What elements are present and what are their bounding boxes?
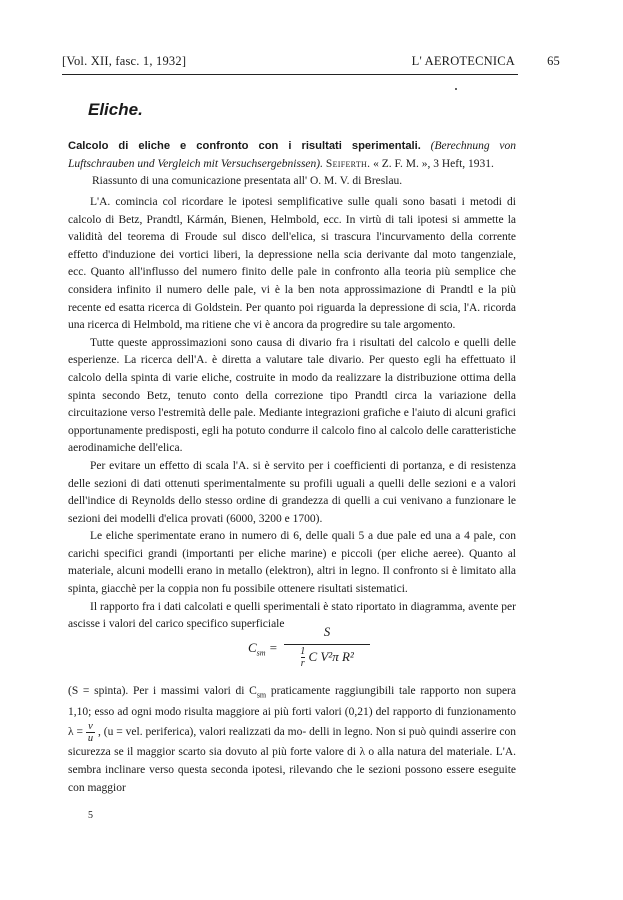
formula-denominator: $\frac{1}{r}$ C V²π R² xyxy=(300,646,354,669)
thrust-coefficient-formula xyxy=(248,624,378,674)
formula-numerator: S xyxy=(323,624,331,639)
paragraph-4: Le eliche sperimentate erano in numero di 6, delle quali 5 a due pale ed una a 4 pale, con carichi specifici grandi (importanti per eliche marine) e piccoli (per eliche aeree). Quanto al materiale, alcuni modelli erano in metallo (elektron), altri in legno. Il confronto si è limitato alla spinta, giacchè per la coppia non fu possibile ottenere risultati sistematici. xyxy=(68,530,516,596)
article-title-german: (Berechnung von Luftschrauben und Vergleich mit Versuchsergebnissen). xyxy=(68,140,516,170)
paragraph-5: Il rapporto fra i dati calcolati e quelli sperimentali è stato riportato in diagramma, avente per ascisse i valori del carico specifico superficiale xyxy=(68,600,516,631)
header-journal: L' AEROTECNICA xyxy=(411,54,515,68)
article-head xyxy=(68,138,516,191)
formula-fraction xyxy=(284,624,370,669)
paragraph-1: L'A. comincia col ricordare le ipotesi semplificative sulle quali sono basati i metodi di calcolo di Betz, Prandtl, Kármán, Bienen, Helmbold, ecc. In virtù di tali ipotesi si ammette la validità del teorema di Froude sul disco dell'elica, si trascura l'incurvamento della corrente effetto d'induzione dei vortici liberi, la depressione nella scia derivante dal moto tangenziale, ecc. Quanto all'influsso del numero finito delle pale in confronto alla teoria più semplice che considera infinito il numero delle pale, vi è la ben nota approssimazione di Prandtl e la più recente ed esatta ricerca di Goldstein. Per quanto poi riguarda la depressione di scia, l'A. ricorda una ricerca di Helmbold, ma ritiene che vi è ancora da progredire su tale argomento. xyxy=(68,196,516,332)
article-citation: « Z. F. M. », 3 Heft, 1931. xyxy=(373,157,494,170)
running-header xyxy=(62,54,560,74)
ratio-fraction: $\frac{v}{u}$ xyxy=(87,721,94,745)
paragraph-6: (S = spinta). Per i massimi valori di $C_{sm}$ praticamente raggiungibili tale rapporto non supera 1,10; esso ad ogni modo risulta maggiore ai più forti valori (0,21) del rapporto di funzionamento $\lambda = \frac{v}{u}$ , (u = vel. periferica), valori realizzati da mo- delli in legno. Non si può quindi asserire con sicurezza se il maggior scarto sia dovuto al più forte valore di λ o alla natura del materiale. L'A. sembra inclinare verso questa seconda ipotesi, rilevando che le sezioni possono essere eseguite con maggior xyxy=(68,685,517,794)
formula-lhs: $C_{sm}$ = xyxy=(248,640,278,658)
article-title: Calcolo di eliche e confronto con i risultati sperimentali. xyxy=(68,140,421,152)
paragraph-2: Tutte queste approssimazioni sono causa di divario fra i risultati del calcolo e quelli delle esperienze. La ricerca dell'A. è diretta a valutare tale divario. Per questo egli ha effettuato il calcolo della spinta di varie eliche, costruite in modo da realizzare la distribuzione ottima della spinta secondo Betz, tenuto conto della correzione tipo Prandtl circa la variazione della circuitazione verso l'estremità delle pale. Mediante integrazioni grafiche e l'aiuto di alcuni grafici opportunamente predisposti, egli ha potuto condurre il calcolo fino al calcolo delle caratteristiche aerodinamiche dell'elica. xyxy=(68,336,516,455)
body-text xyxy=(68,194,516,634)
section-title: Eliche. xyxy=(88,100,143,119)
body-text-after-formula xyxy=(68,683,516,797)
page-number: 65 xyxy=(547,54,560,68)
header-rule xyxy=(62,74,518,75)
header-volume: [Vol. XII, fasc. 1, 1932] xyxy=(62,54,187,68)
fraction-bar xyxy=(284,644,370,645)
article-author: Seiferth. xyxy=(325,157,371,170)
paragraph-3: Per evitare un effetto di scala l'A. si è servito per i coefficienti di portanza, e di resistenza delle sezioni di dati ottenuti sperimentalmente su profili uguali a quelli delle sezioni e a valori dell'indice di Reynolds dello stesso ordine di grandezza di quelli a cui venivano a funzionare le sezioni dei modelli d'elica provati (6000, 3200 e 1700). xyxy=(68,459,516,525)
signature-mark: 5 xyxy=(88,810,93,821)
article-note: Riassunto di una comunicazione presentata all' O. M. V. di Breslau. xyxy=(92,175,403,188)
speck xyxy=(455,88,457,90)
